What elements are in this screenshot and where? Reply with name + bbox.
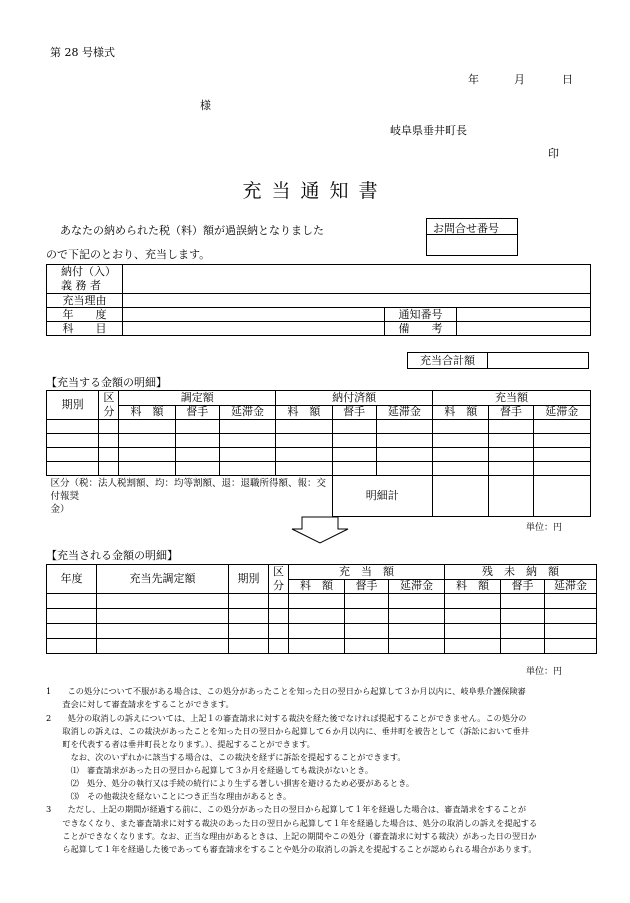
total-value: [488, 353, 589, 369]
s2-period-header: 期別: [229, 565, 269, 594]
remarks-label: 備 考: [385, 322, 457, 336]
note-line: 取消しの訴えは、この裁決があったことを知った日の翌日から起算して６か月以内に、垂井町を被告として（訴訟において垂井: [46, 726, 529, 736]
payer-label: [47, 265, 123, 294]
date-day: 日: [562, 73, 573, 86]
note-line: 1 この処分について不服がある場合は、この処分があったことを知った日の翌日から起算して３か月以内に、岐阜県介護保険審: [46, 686, 526, 696]
s2-year-header: 年度: [47, 565, 97, 594]
s2-sub-late: 延滞金: [545, 579, 597, 594]
detail-total-late: [533, 476, 590, 517]
issuer-name: 岐阜県垂井町長: [390, 124, 467, 137]
s2-group-applied: 充 当 額: [289, 565, 445, 580]
s1-sub-amount: 料 額: [433, 405, 489, 420]
s2-kubun-2: 分: [273, 579, 284, 592]
table-row: [47, 639, 597, 654]
table-row: [47, 624, 597, 639]
detail-total-amount: [433, 476, 489, 517]
table-row: [47, 448, 591, 462]
note-line: 2 処分の取消しの訴えについては、上記１の審査請求に対する裁決を経た後でなければ提起することができません。この処分の: [46, 713, 527, 723]
s1-period-header: 期別: [47, 391, 99, 420]
remarks-value: [457, 322, 591, 336]
item-label: 科 目: [47, 322, 123, 336]
note-line: 3 ただし、上記の期間が経過する前に、この処分があった日の翌日から起算して１年を経過した場合は、審査請求をすることが: [46, 804, 527, 814]
s1-group-applied: 充当額: [433, 391, 591, 406]
kubun-legend-1: 区分（税：法人税割額、均：均等割額、退：退職所得額、報：交付報奨: [50, 478, 327, 502]
table-row: [47, 594, 597, 609]
s1-sub-late: 延滞金: [376, 405, 432, 420]
s2-sub-fee: 督手: [345, 579, 389, 594]
s1-sub-late: 延滞金: [219, 405, 275, 420]
reason-value: [123, 294, 591, 308]
table-row: [47, 434, 591, 448]
notice-no-value: [457, 308, 591, 322]
note-line: ⑶ その他裁決を経ないことにつき正当な理由があるとき。: [46, 791, 292, 801]
s2-sub-fee: 督手: [501, 579, 545, 594]
fiscal-year-label: 年 度: [47, 308, 123, 322]
s1-kubun-header: [99, 391, 119, 420]
fiscal-year-value: [123, 308, 385, 322]
section2-unit: 単位：円: [526, 667, 563, 677]
note-line: 町を代表する者は垂井町長となります。）、提起することができます。: [46, 739, 315, 749]
s2-sub-late: 延滞金: [389, 579, 445, 594]
note-line: 査会に対して審査請求をすることができます。: [46, 699, 234, 709]
item-value: [123, 322, 385, 336]
s1-sub-late: 延滞金: [533, 405, 590, 420]
kubun-legend: [47, 476, 333, 517]
reason-label: 充当理由: [47, 294, 123, 308]
note-line: ら起算して１年を経過した後であっても審査請求をすることや処分の取消しの訴えを提起することが認められる場合があります。: [46, 844, 537, 854]
s1-kubun-1: 区: [103, 391, 115, 404]
section2-table: [46, 564, 597, 654]
note-line: なお、次のいずれかに該当する場合は、この裁決を経ずに訴訟を提起することができます。: [46, 752, 406, 762]
detail-total-fee: [489, 476, 533, 517]
notice-no-label: 通知番号: [385, 308, 457, 322]
note-line: できなくなり、また審査請求に対する裁決のあった日の翌日から起算して１年を経過した場合は、処分の取消しの訴えを提起する: [46, 818, 538, 828]
section1-unit: 単位：円: [526, 523, 563, 533]
table-row: [47, 609, 597, 624]
note-line: ⑵ 処分、処分の執行又は手続の続行により生ずる著しい損害を避けるため必要があるとき。: [46, 778, 415, 788]
section1-title: 【充当する金額の明細】: [46, 376, 167, 389]
s1-kubun-2: 分: [103, 405, 115, 418]
table-row: [47, 420, 591, 434]
arrow-down-icon: [290, 516, 350, 544]
total-table: [407, 352, 589, 369]
s2-sub-amount: 料 額: [289, 579, 345, 594]
kubun-legend-2: 金）: [50, 504, 70, 515]
section2-title: 【充当される金額の明細】: [46, 549, 178, 562]
s1-group-paid: 納付済額: [276, 391, 433, 406]
date-month: 月: [514, 73, 525, 86]
section1-table: [46, 390, 591, 517]
info-table: [46, 264, 591, 336]
note-line: ことができなくなります。なお、正当な理由があるときは、上記の期間やこの処分（審査請求に対する裁決）があった日の翌日か: [46, 831, 537, 841]
table-row: [47, 462, 591, 476]
s1-group-assessed: 調定額: [119, 391, 276, 406]
payer-label-2: 義 務 者: [61, 279, 101, 292]
document-title: 充当通知書: [242, 180, 388, 202]
s2-kubun-1: 区: [273, 565, 284, 578]
total-label: 充当合計額: [408, 353, 488, 369]
intro-line-1: あなたの納められた税（料）額が過誤納となりました: [60, 224, 324, 237]
recipient-suffix: 様: [200, 99, 211, 112]
note-line: ⑴ 審査請求があった日の翌日から起算して３か月を経過しても裁決がないとき。: [46, 765, 374, 775]
s2-dest-header: 充当先調定額: [97, 565, 229, 594]
s1-sub-amount: 料 額: [276, 405, 332, 420]
payer-value: [123, 265, 591, 294]
s1-sub-fee: 督手: [489, 405, 533, 420]
s1-sub-amount: 料 額: [119, 405, 175, 420]
inquiry-label: お問合せ番号: [433, 222, 499, 235]
intro-line-2: ので下記のとおり、充当します。: [46, 248, 211, 261]
s2-kubun-header: [269, 565, 289, 594]
s1-sub-fee: 督手: [332, 405, 376, 420]
s1-sub-fee: 督手: [175, 405, 219, 420]
date-year: 年: [468, 73, 479, 86]
seal-mark: 印: [548, 147, 559, 160]
s2-group-remaining: 残 未 納 額: [445, 565, 597, 580]
detail-total-label: 明細計: [332, 476, 433, 517]
s2-sub-amount: 料 額: [445, 579, 501, 594]
form-number: 第 28 号様式: [50, 46, 115, 59]
payer-label-1: 納付（入）: [61, 265, 116, 278]
